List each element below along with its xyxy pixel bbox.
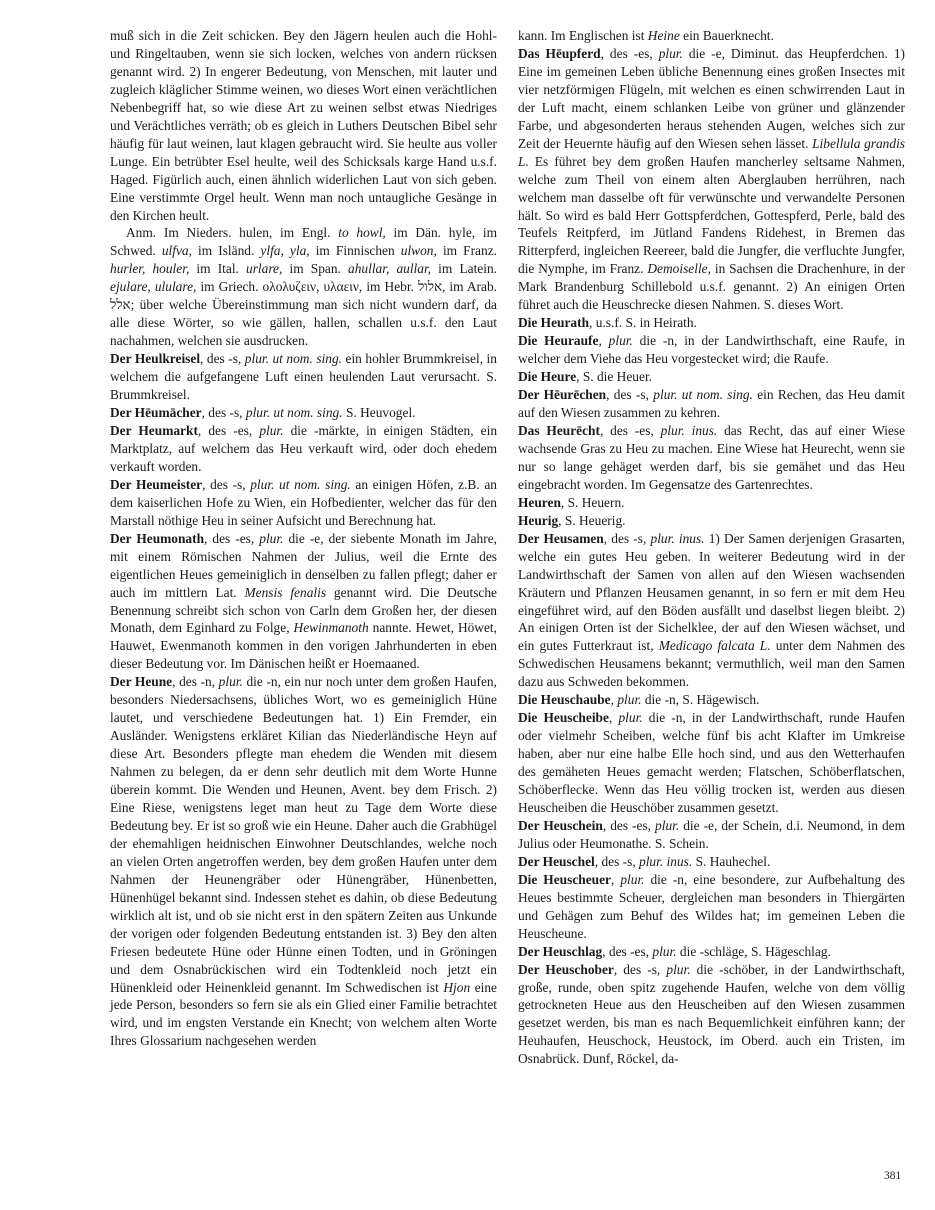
italic-term: ylfa, yla, (260, 243, 310, 259)
entry-headword: Der Heune (110, 674, 173, 690)
italic-term: plur. (617, 692, 642, 708)
italic-term: plur. inus. (650, 530, 705, 546)
left-column (110, 27, 497, 1050)
entry-text: im Franz. (436, 243, 497, 259)
entry-text: , des -es, (599, 422, 661, 438)
entry-text: , des -s, (606, 387, 654, 403)
dictionary-entry (518, 871, 905, 943)
entry-text: , S. Heuerig. (558, 512, 626, 528)
entry-text: die -n, ein nur noch unter dem großen Haufen, besonders Niedersachsens, übliches Wort, wo es gemeiniglich Hüne lautet, und verschiedene Bedeutungen hat. 1) Ein Fremder, ein Ausländer. Wenigstens erkläret Kilian das Niederländische Heyn auf diese Art. Besonders pflegte man ehedem die Wenden mit diesem Nahmen zu belegen, da er denn sehr deutlich mit dem Worte Hunne überein kommt. Die Wenden und Heunen, Avent. bey dem Frisch. 2) Eine Riese, wenigstens leget man heut zu Tage dem Worte diese Bedeutung bey. Er ist so groß wie ein Heune. Daher auch die Grabhügel der ehemahligen heidnischen Einwohner Deutschlandes, welche noch an vielen Orten angetroffen werden, bey dem großen Haufen unter dem Nahmen der Heunengräber oder Hünengräber, Hünenbetten, Hünenhügel bekannt sind. Indessen stehet es dahin, ob diese Bedeutung wirklich alt ist, und ob sie nicht erst in den spätern Zeiten aus Unkunde der vorigen oder folgenden Bedeutung entstanden ist. 3) Bey den alten Friesen bedeutete Hüne oder Hünne einen Todten, und in Gröningen und dem Osnabrückischen wird ein Todtenkleid noch jetzt ein Hünenkleid oder Heinenkleid genannt. Im Schwedischen ist (110, 674, 497, 995)
dictionary-entry (518, 691, 905, 709)
entry-headword: Der Hēumācher (110, 405, 202, 421)
dictionary-entry (518, 386, 905, 422)
italic-term: Mensis fenalis (244, 584, 327, 600)
entry-text: die -e, Diminut. das Heupferdchen. 1) Eine im gemeinen Leben übliche Benennung eines großen Insectes mit vier netzförmigen Flügeln, mit welchen es einen schwirrenden Laut in der Luft macht, einem schlanken Leibe von grüner und glänzender Farbe, und abgesonderten heraus stehenden Augen, welches sich zur Zeit der Heuernte häufig auf den Wiesen sehen lässet. (518, 45, 905, 151)
entry-text: , des -es, (204, 530, 260, 546)
italic-term: Libellula grandis L. (518, 135, 905, 169)
italic-term: plur. (620, 871, 645, 887)
entry-text: , des -es, (600, 45, 659, 61)
entry-text: Es führet bey dem großen Haufen mancherley seltsame Nahmen, welche zum Theil von einem alten Aberglauben herrühren, nach welchem man dasselbe oft für verwünschte und verwandelte Personen hält. So wird es bald Herr Gottspferdchen, Gottespferd, Perle, bald des Teufels Reitpferd, im Jütland Fandens Ridehest, in Bremen das Ritterpferd, ingleichen Reereer, bald die Jungfer, die verfluchte Jungfer, die Nymphe, im Franz. (518, 153, 905, 277)
entry-text: , des -s, (201, 405, 246, 421)
entry-headword: Der Heusamen (518, 530, 604, 546)
entry-text: muß sich in die Zeit schicken. Bey den Jägern heulen auch die Hohl- und Ringeltauben, wenn sie sich locken, welches von andern rücksen genannt wird. 2) In engerer Bedeutung, von Menschen, mit lauter und zugleich kläglicher Stimme weinen, wo dieses Wort einen verächtlichen Nebenbegriff hat, so wie diese Art zu weinen selbst etwas Niedriges und Verächtliches verräth; ob es gleich in Luthers Deutschen Bibel sehr häufig für laut weinen, laut klagen gebraucht wird. Sie heulte aus voller Lunge. Ein betrübter Esel heulte, weil des Schicksals karge Hand u.s.f. Haged. Figürlich auch, einen ähnlich widerlichen Laut von sich geben. Eine verstimmte Orgel heult. Wenn man noch untaugliche Gesänge in den Kirchen heult. (110, 28, 497, 223)
entry-text: S. Heuvogel. (342, 405, 416, 421)
entry-text: die -n, S. Hägewisch. (641, 692, 760, 708)
dictionary-entry (518, 961, 905, 1069)
dictionary-entry (518, 817, 905, 853)
entry-text: , des -s, (603, 530, 651, 546)
italic-term: Medicago falcata L. (658, 638, 771, 654)
entry-text: , des -s, (202, 476, 251, 492)
italic-term: ejulare, ululare, (110, 279, 197, 295)
entry-text: die -e, der siebente Monath im Jahre, mit einem Römischen Nahmen der Julius, weil die Ernte des eigentlichen Heues gemeiniglich in denselben zu fallen pflegt; daher er auch im mittlern Lat. (110, 530, 498, 600)
italic-term: urlare, (246, 261, 283, 277)
italic-term: plur. (652, 943, 677, 959)
dictionary-entry (110, 673, 497, 1050)
entry-text: nannte. Hewet, Höwet, Hauwet, Ewenmanoth kommen in den vorigen Jahrhunderten in eben dieser Bedeutung vor. Im Dänischen heißt er Hoemaaned. (110, 620, 497, 672)
entry-text: , des -s, (200, 351, 245, 367)
entry-text: Anm. Im Nieders. hulen, im Engl. (126, 225, 339, 241)
entry-headword: Heuren (518, 494, 561, 510)
dictionary-entry (110, 350, 497, 404)
entry-headword: Der Heuschlag (518, 943, 603, 959)
entry-text: , S. Heuern. (560, 494, 625, 510)
italic-term: Hjon (443, 979, 471, 995)
dictionary-entry (110, 404, 497, 422)
entry-text: , des -n, (172, 674, 219, 690)
entry-headword: Der Heumarkt (110, 422, 198, 438)
entry-text: die -n, in der Landwirthschaft, runde Haufen oder vielmehr Scheiben, welche fünf bis acht Klafter im Umkreise haben, aber nur eine halbe Elle hoch sind, und aus den Wetterhaufen des gemäheten Heues gemacht werden; Flatschen, Schöberflatschen, Schöberflecke. Wenn das Heu völlig trocken ist, werden aus diesen Heuscheiben die Heuschöber zusammen gesetzt. (518, 710, 905, 815)
italic-term: Demoiselle, (647, 261, 711, 277)
entry-headword: Der Heuschober (518, 961, 614, 977)
entry-text: , des -s, (594, 853, 640, 869)
entry-text: eine jede Person, besonders so fern sie als ein Glied einer Familie betrachtet wird, und im engsten Verstande ein Knecht; von welchem alten Worte Ihres Glossarium nachgesehen werden (110, 979, 497, 1049)
italic-term: plur. (618, 710, 643, 726)
italic-term: plur. (666, 961, 691, 977)
dictionary-entry (110, 530, 497, 674)
italic-term: Hewinmanoth (293, 620, 369, 636)
entry-headword: Der Heumeister (110, 476, 203, 492)
dictionary-entry (110, 476, 497, 530)
entry-text: in Sachsen die Drachenhure, in der Mark Brandenburg Schillebold u.s.f. genannt. 2) An einigen Orten führet auch die Heuschrecke diesen Nahmen. S. dieses Wort. (518, 261, 905, 313)
entry-text: im Ital. (189, 261, 247, 277)
dictionary-entry (518, 530, 905, 692)
entry-text: die -n, eine besondere, zur Aufbehaltung des Heues bestimmte Scheuer, dergleichen man besonders in Thiergärten und Gehägen zum Behuf des Wildes hat; im gemeinen Leben die Heuscheune. (518, 871, 905, 941)
dictionary-entry (518, 368, 905, 386)
entry-text: die -schläge, S. Hägeschlag. (676, 943, 831, 959)
entry-text: , (608, 710, 619, 726)
entry-headword: Der Heuschel (518, 853, 595, 869)
continued-paragraph (518, 27, 905, 45)
entry-text: die -schöber, in der Landwirthschaft, große, runde, oben spitz zugehende Haufen, welche von dem völlig getrockneten Heue aus den Heuscheiben auf den Wiesen zusammen gesetzet werden, bis man es nach Bequemlichkeit einführen kann; der Heuhaufen, Heuschock, Heustock, im Oberd. auch ein Tristen, im Osnabrück. Dunf, Röckel, da- (518, 961, 905, 1067)
italic-term: ahullar, aullar, (348, 261, 432, 277)
italic-term: Heine (647, 28, 680, 43)
entry-text: an einigen Höfen, z.B. an dem kaiserlichen Hofe zu Wien, ein Hofbedienter, welcher das für den Marstall nöthige Heu in seiner Aufsicht und Berechnung hat. (110, 476, 497, 528)
italic-term: plur. (259, 530, 284, 546)
entry-headword: Heurig (518, 512, 559, 528)
entry-text: die -n, in der Landwirthschaft, eine Raufe, in welcher dem Viehe das Heu vorgestecket wird; die Raufe. (518, 333, 906, 367)
entry-text: das Recht, das auf einer Wiese wachsende Gras zu Heu zu machen. Eine Wiese hat Heurecht, wenn sie nur so lange gehäget werden darf, bis sie gemähet und das Heu eingebracht worden. Im Gegensatze des Gartenrechtes. (518, 422, 906, 492)
entry-headword: Die Heuschaube (518, 692, 611, 708)
dictionary-entry (518, 332, 905, 368)
italic-term: to howl, (338, 225, 386, 241)
italic-term: plur. (259, 422, 284, 438)
entry-text: unter dem Nahmen des Schwedischen Heusamens bekannt; vermuthlich, weil man den Samen dazu aus Schweden bekommen. (518, 638, 905, 690)
entry-text: , des -es, (197, 422, 260, 438)
entry-text: ein hohler Brummkreisel, in welchem die aufgefangene Luft einen heulenden Laut verursacht. S. Brummkreisel. (110, 351, 497, 403)
entry-text: im Span. (282, 261, 349, 277)
dictionary-entry (518, 512, 905, 530)
entry-text: S. Hauhechel. (692, 853, 771, 869)
entry-text: ein Rechen, das Heu damit auf den Wiesen zusammen zu kehren. (518, 387, 905, 421)
right-column (518, 27, 905, 1068)
italic-term: plur. ut nom. sing. (653, 387, 753, 403)
dictionary-entry (518, 422, 905, 494)
entry-text: genannt wird. Die Deutsche Benennung schreibt sich schon von Carln dem Großen her, der diesen Monath, dem Eginhard zu Folge, (110, 584, 497, 636)
entry-headword: Die Heuscheibe (518, 710, 609, 726)
entry-headword: Die Heure (518, 369, 577, 385)
italic-term: plur. (608, 333, 633, 349)
page-number: 381 (884, 1170, 902, 1182)
entry-text: , u.s.f. S. in Heirath. (589, 315, 697, 331)
entry-text: , S. die Heuer. (576, 369, 653, 385)
entry-text: ein Bauerknecht. (679, 28, 774, 43)
entry-text: , (610, 692, 618, 708)
entry-text: im Isländ. (191, 243, 261, 259)
italic-term: plur. (658, 45, 683, 61)
entry-text: 1) Der Samen derjenigen Grasarten, welche ein gutes Heu geben. In weiterer Bedeutung wird in der Landwirthschaft der Samen von allen auf den Wiesen wachsenden Kräutern und Pflanzen Heusamen genannt, in so fern er mit dem Heu eingeführet wird, auf den Böden ausfällt und daselbst liegen bleibt. 2) An einigen Orten ist der Sichelklee, der auf den Wiesen wächset, und ein gutes Futterkraut ist, (518, 530, 905, 654)
continued-paragraph (110, 27, 497, 224)
entry-headword: Die Heurath (518, 315, 590, 331)
italic-term: plur. ut nom. sing. (245, 405, 343, 421)
entry-text: die -märkte, in einigen Städten, ein Marktplatz, auf welchem das Heu verkauft wird, oder doch ehedem verkauft worden. (110, 422, 498, 474)
entry-headword: Der Heumonath (110, 530, 205, 546)
italic-term: plur. (218, 674, 243, 690)
italic-term: ulwon, (400, 243, 437, 259)
entry-headword: Der Heuschein (518, 817, 603, 833)
entry-headword: Die Heuraufe (518, 333, 599, 349)
entry-headword: Das Heurēcht (518, 422, 600, 438)
dictionary-entry (518, 709, 905, 817)
entry-text: , des -s, (613, 961, 667, 977)
dictionary-entry (518, 943, 905, 961)
entry-headword: Das Hēupferd (518, 45, 601, 61)
entry-text: , (598, 333, 609, 349)
italic-term: plur. ut nom. sing. (244, 351, 342, 367)
dictionary-entry (518, 494, 905, 512)
entry-text: die -e, der Schein, d.i. Neumond, in dem Julius oder Heumonathe. S. Schein. (518, 817, 905, 851)
dictionary-entry (518, 853, 905, 871)
entry-text: , des -es, (602, 943, 653, 959)
entry-text: kann. Im Englischen ist (518, 28, 648, 43)
entry-headword: Die Heuscheuer (518, 871, 611, 887)
dictionary-entry (518, 45, 905, 314)
entry-headword: Der Heulkreisel (110, 351, 201, 367)
entry-text: , des -es, (602, 817, 656, 833)
dictionary-entry (110, 422, 497, 476)
italic-term: plur. inus. (639, 853, 693, 869)
italic-term: ulfva, (161, 243, 192, 259)
italic-term: plur. (655, 817, 680, 833)
dictionary-entry (518, 314, 905, 332)
italic-term: plur. ut nom. sing. (250, 476, 351, 492)
entry-text: im Finnischen (309, 243, 401, 259)
entry-text: im Dän. hyle, im Schwed. (110, 225, 497, 259)
entry-text: , (611, 871, 621, 887)
annotation-paragraph (110, 224, 497, 350)
entry-text: im Griech. ολολυζειν, υλαειν, im Hebr. אלול, im Arab. אלל; über welche Übereinstimmung man sich nicht wundern darf, da alle diese Wörter, so wie gällen, hallen, schallen u.s.f. den Laut nachahmen, welchen sie ausdrucken. (110, 279, 497, 349)
italic-term: plur. inus. (660, 422, 718, 438)
entry-headword: Der Hēurēchen (518, 387, 607, 403)
italic-term: hurler, houler, (110, 261, 190, 277)
entry-text: im Latein. (431, 261, 497, 277)
